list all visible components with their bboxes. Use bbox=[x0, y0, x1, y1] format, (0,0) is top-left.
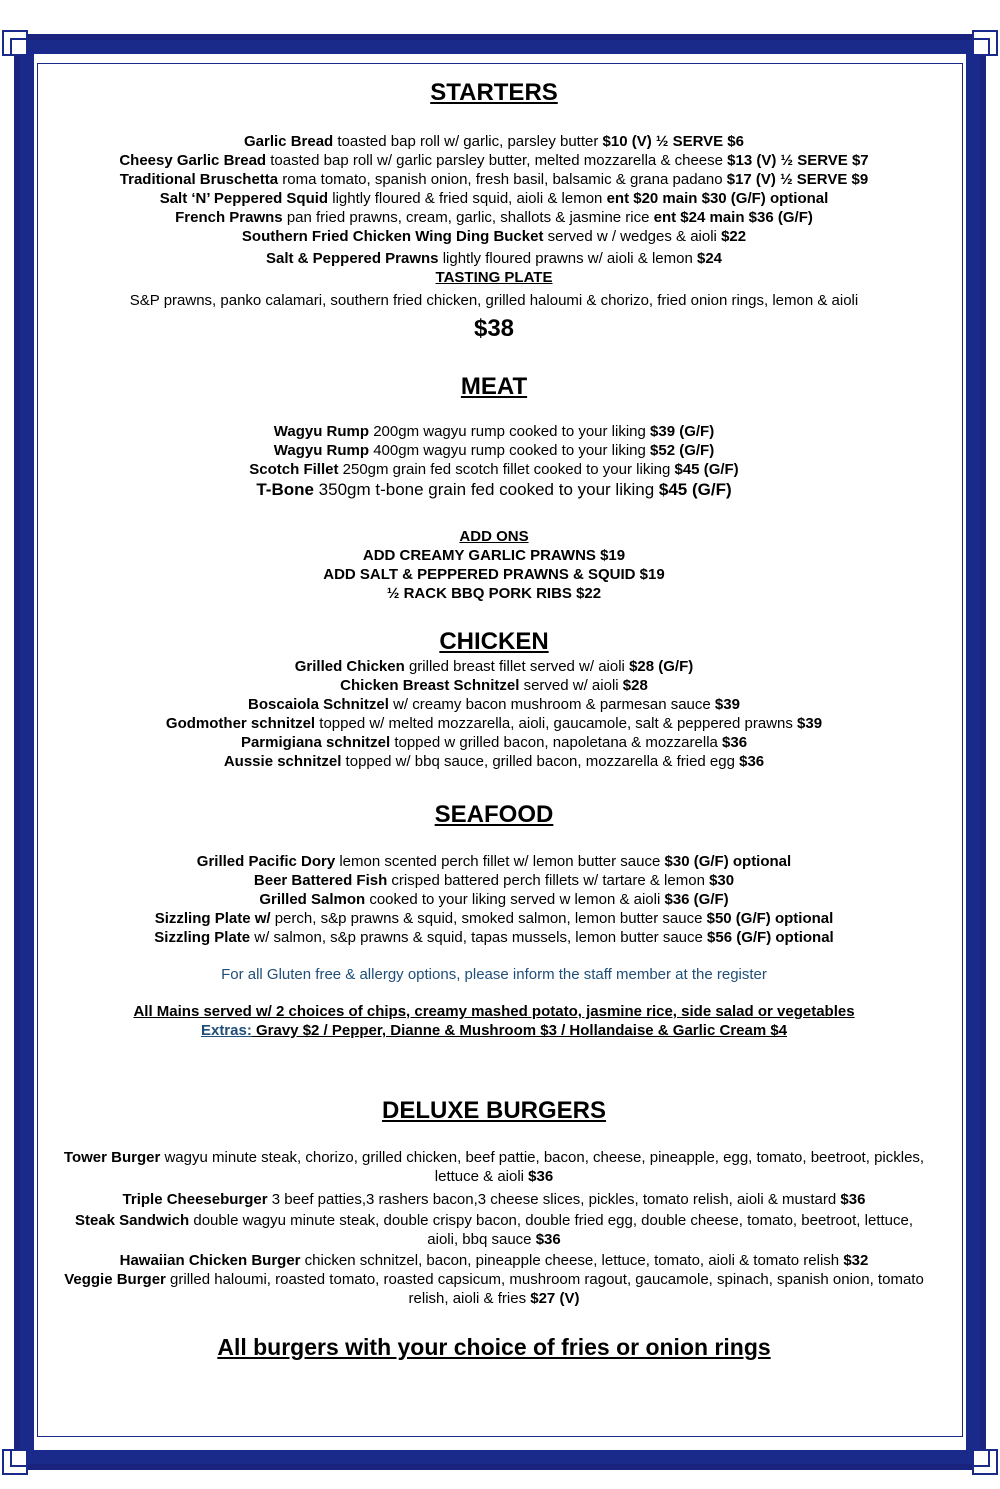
menu-item bbox=[44, 208, 944, 227]
menu-item bbox=[44, 441, 944, 460]
item-price: $45 (G/F) bbox=[658, 480, 732, 499]
item-name: Salt ‘N’ Peppered Squid bbox=[159, 190, 329, 207]
section-title-burgers: DELUXE BURGERS bbox=[381, 1097, 607, 1124]
menu-item bbox=[44, 852, 944, 871]
item-desc: lemon scented perch fillet w/ lemon butter sauce bbox=[335, 853, 665, 870]
item-name: Aussie schnitzel bbox=[223, 753, 342, 770]
chicken-list bbox=[44, 657, 944, 771]
item-price: $27 (V) bbox=[530, 1290, 580, 1307]
menu-item bbox=[44, 928, 944, 947]
item-name: Grilled Salmon bbox=[259, 891, 366, 908]
item-price: $56 (G/F) optional bbox=[707, 929, 834, 946]
tasting-plate-price: $38 bbox=[473, 315, 515, 342]
burgers-list bbox=[44, 1148, 944, 1362]
item-price: $28 bbox=[622, 677, 648, 694]
item-price: $36 bbox=[535, 1231, 561, 1248]
item-name: Sizzling Plate w/ bbox=[154, 910, 271, 927]
section-title-starters: STARTERS bbox=[430, 79, 558, 106]
menu-item bbox=[44, 460, 944, 479]
menu-item bbox=[44, 479, 944, 500]
item-desc: served w / wedges & aioli bbox=[543, 228, 722, 245]
menu-item bbox=[44, 189, 944, 208]
mains-note: All Mains served w/ 2 choices of chips, creamy mashed potato, jasmine rice, side salad or vegetables bbox=[133, 1003, 855, 1020]
item-price: $39 (G/F) bbox=[650, 423, 715, 440]
section-title-meat: MEAT bbox=[460, 373, 528, 400]
menu-item bbox=[44, 1211, 944, 1249]
item-price: $13 (V) bbox=[727, 152, 777, 169]
extras-line bbox=[44, 1021, 944, 1040]
item-name: Grilled Chicken bbox=[294, 658, 405, 675]
item-price: ent $20 main $30 (G/F) optional bbox=[606, 190, 829, 207]
item-desc: grilled breast fillet served w/ aioli bbox=[404, 658, 630, 675]
item-name: T-Bone bbox=[256, 480, 314, 499]
menu-item bbox=[44, 695, 944, 714]
menu-item bbox=[44, 871, 944, 890]
item-price: $22 bbox=[721, 228, 747, 245]
addon-item: ADD CREAMY GARLIC PRAWNS $19 bbox=[362, 547, 626, 564]
menu-item bbox=[44, 132, 944, 151]
item-desc: 250gm grain fed scotch fillet cooked to your liking bbox=[338, 461, 675, 478]
item-desc: crisped battered perch fillets w/ tartare & lemon bbox=[387, 872, 710, 889]
frame-corner-ornament bbox=[964, 1441, 998, 1475]
addon-item: ½ RACK BBQ PORK RIBS $22 bbox=[386, 585, 602, 602]
item-price: $36 bbox=[528, 1168, 554, 1185]
menu-item bbox=[44, 909, 944, 928]
item-name: Traditional Bruschetta bbox=[119, 171, 279, 188]
item-price: $10 (V) bbox=[602, 133, 652, 150]
section-title-seafood: SEAFOOD bbox=[434, 801, 554, 828]
menu-item bbox=[44, 1190, 944, 1209]
item-name: Wagyu Rump bbox=[273, 423, 370, 440]
item-name: French Prawns bbox=[175, 209, 283, 226]
item-desc: lightly floured & fried squid, aioli & lemon bbox=[328, 190, 607, 207]
menu-item bbox=[44, 676, 944, 695]
item-price: $32 bbox=[843, 1252, 869, 1269]
extras-label: Extras: bbox=[200, 1022, 252, 1039]
menu-item bbox=[44, 422, 944, 441]
item-desc: w/ creamy bacon mushroom & parmesan sauce bbox=[388, 696, 715, 713]
item-price: $39 bbox=[714, 696, 740, 713]
meat-list bbox=[44, 422, 944, 603]
menu-item bbox=[44, 752, 944, 771]
frame-corner-ornament bbox=[964, 30, 998, 64]
menu-content bbox=[44, 64, 944, 1362]
item-name: Godmother schnitzel bbox=[165, 715, 316, 732]
item-price: $36 bbox=[840, 1191, 866, 1208]
menu-item bbox=[44, 657, 944, 676]
menu-item bbox=[44, 227, 944, 246]
item-desc: chicken schnitzel, bacon, pineapple cheese, lettuce, tomato, aioli & tomato relish bbox=[300, 1252, 844, 1269]
item-name: Parmigiana schnitzel bbox=[240, 734, 391, 751]
item-name: Steak Sandwich bbox=[74, 1212, 190, 1229]
menu-item bbox=[44, 714, 944, 733]
item-extra: ½ SERVE $6 bbox=[651, 133, 744, 150]
item-price: $28 (G/F) bbox=[629, 658, 694, 675]
item-price: $17 (V) bbox=[726, 171, 776, 188]
item-price: $30 (G/F) optional bbox=[664, 853, 792, 870]
item-name: Salt & Peppered Prawns bbox=[265, 250, 439, 267]
item-desc: wagyu minute steak, chorizo, grilled chicken, beef pattie, bacon, cheese, pineapple, egg, tomato, beetroot, pickles, lettuce & aioli bbox=[160, 1149, 925, 1185]
item-desc: 3 beef patties,3 rashers bacon,3 cheese slices, pickles, tomato relish, aioli & mustard bbox=[267, 1191, 841, 1208]
item-price: ent $24 main $36 (G/F) bbox=[653, 209, 813, 226]
tasting-plate-title: TASTING PLATE bbox=[435, 269, 553, 286]
addons-title: ADD ONS bbox=[459, 528, 529, 545]
item-name: Veggie Burger bbox=[64, 1271, 166, 1288]
item-name: Boscaiola Schnitzel bbox=[248, 696, 389, 713]
item-desc: 200gm wagyu rump cooked to your liking bbox=[369, 423, 651, 440]
tasting-plate-desc: S&P prawns, panko calamari, southern fried chicken, grilled haloumi & chorizo, fried onion rings, lemon & aioli bbox=[129, 292, 859, 309]
item-desc: perch, s&p prawns & squid, smoked salmon, lemon butter sauce bbox=[270, 910, 707, 927]
item-name: Garlic Bread bbox=[244, 133, 334, 150]
item-desc: grilled haloumi, roasted tomato, roasted capsicum, mushroom ragout, gaucamole, spinach, spanish onion, tomato relish, aioli & fries bbox=[165, 1271, 924, 1307]
addon-item: ADD SALT & PEPPERED PRAWNS & SQUID $19 bbox=[323, 566, 665, 583]
item-desc: cooked to your liking served w lemon & aioli bbox=[365, 891, 665, 908]
item-price: $52 (G/F) bbox=[650, 442, 715, 459]
item-name: Grilled Pacific Dory bbox=[196, 853, 336, 870]
extras-text: Gravy $2 / Pepper, Dianne & Mushroom $3 / Hollandaise & Garlic Cream $4 bbox=[251, 1022, 788, 1039]
item-name: Beer Battered Fish bbox=[253, 872, 388, 889]
item-extra: ½ SERVE $7 bbox=[776, 152, 869, 169]
menu-item bbox=[44, 1270, 944, 1308]
allergy-note: For all Gluten free & allergy options, please inform the staff member at the register bbox=[221, 966, 767, 983]
menu-item bbox=[44, 1148, 944, 1186]
item-price: $36 bbox=[739, 753, 765, 770]
starters-list bbox=[44, 132, 944, 344]
menu-item bbox=[44, 1251, 944, 1270]
item-desc: 350gm t-bone grain fed cooked to your liking bbox=[313, 480, 659, 499]
item-price: $24 bbox=[696, 250, 723, 267]
item-name: Scotch Fillet bbox=[249, 461, 339, 478]
frame-corner-ornament bbox=[2, 1441, 36, 1475]
item-price: $36 (G/F) bbox=[664, 891, 729, 908]
item-desc: w/ salmon, s&p prawns & squid, tapas mussels, lemon butter sauce bbox=[250, 929, 708, 946]
item-price: $36 bbox=[722, 734, 748, 751]
menu-item bbox=[44, 151, 944, 170]
item-desc: served w/ aioli bbox=[519, 677, 623, 694]
seafood-list bbox=[44, 852, 944, 1040]
item-desc: lightly floured prawns w/ aioli & lemon bbox=[438, 250, 697, 267]
menu-item bbox=[44, 890, 944, 909]
item-price: $30 bbox=[709, 872, 735, 889]
item-desc: pan fried prawns, cream, garlic, shallots & jasmine rice bbox=[282, 209, 654, 226]
item-desc: topped w/ bbq sauce, grilled bacon, mozzarella & fried egg bbox=[341, 753, 740, 770]
menu-item bbox=[44, 249, 944, 268]
burgers-footer-note: All burgers with your choice of fries or onion rings bbox=[217, 1334, 771, 1360]
menu-item bbox=[44, 733, 944, 752]
menu-item bbox=[44, 170, 944, 189]
item-name: Chicken Breast Schnitzel bbox=[340, 677, 520, 694]
item-price: $50 (G/F) optional bbox=[706, 910, 834, 927]
item-name: Wagyu Rump bbox=[273, 442, 370, 459]
item-name: Southern Fried Chicken Wing Ding Bucket bbox=[241, 228, 544, 245]
item-name: Sizzling Plate bbox=[154, 929, 251, 946]
item-name: Cheesy Garlic Bread bbox=[119, 152, 267, 169]
item-desc: toasted bap roll w/ garlic parsley butter, melted mozzarella & cheese bbox=[266, 152, 728, 169]
item-extra: ½ SERVE $9 bbox=[775, 171, 869, 188]
item-price: $45 (G/F) bbox=[674, 461, 739, 478]
item-name: Tower Burger bbox=[63, 1149, 161, 1166]
section-title-chicken: CHICKEN bbox=[439, 628, 549, 655]
item-price: $39 bbox=[797, 715, 823, 732]
item-desc: roma tomato, spanish onion, fresh basil, balsamic & grana padano bbox=[278, 171, 727, 188]
item-name: Triple Cheeseburger bbox=[122, 1191, 268, 1208]
item-desc: double wagyu minute steak, double crispy bacon, double fried egg, double cheese, tomato, beetroot, lettuce, aioli, bbq sauce bbox=[189, 1212, 914, 1248]
item-desc: 400gm wagyu rump cooked to your liking bbox=[369, 442, 651, 459]
item-name: Hawaiian Chicken Burger bbox=[119, 1252, 301, 1269]
frame-corner-ornament bbox=[2, 30, 36, 64]
item-desc: toasted bap roll w/ garlic, parsley butter bbox=[333, 133, 603, 150]
item-desc: topped w/ melted mozzarella, aioli, gaucamole, salt & peppered prawns bbox=[315, 715, 798, 732]
item-desc: topped w grilled bacon, napoletana & mozzarella bbox=[390, 734, 723, 751]
